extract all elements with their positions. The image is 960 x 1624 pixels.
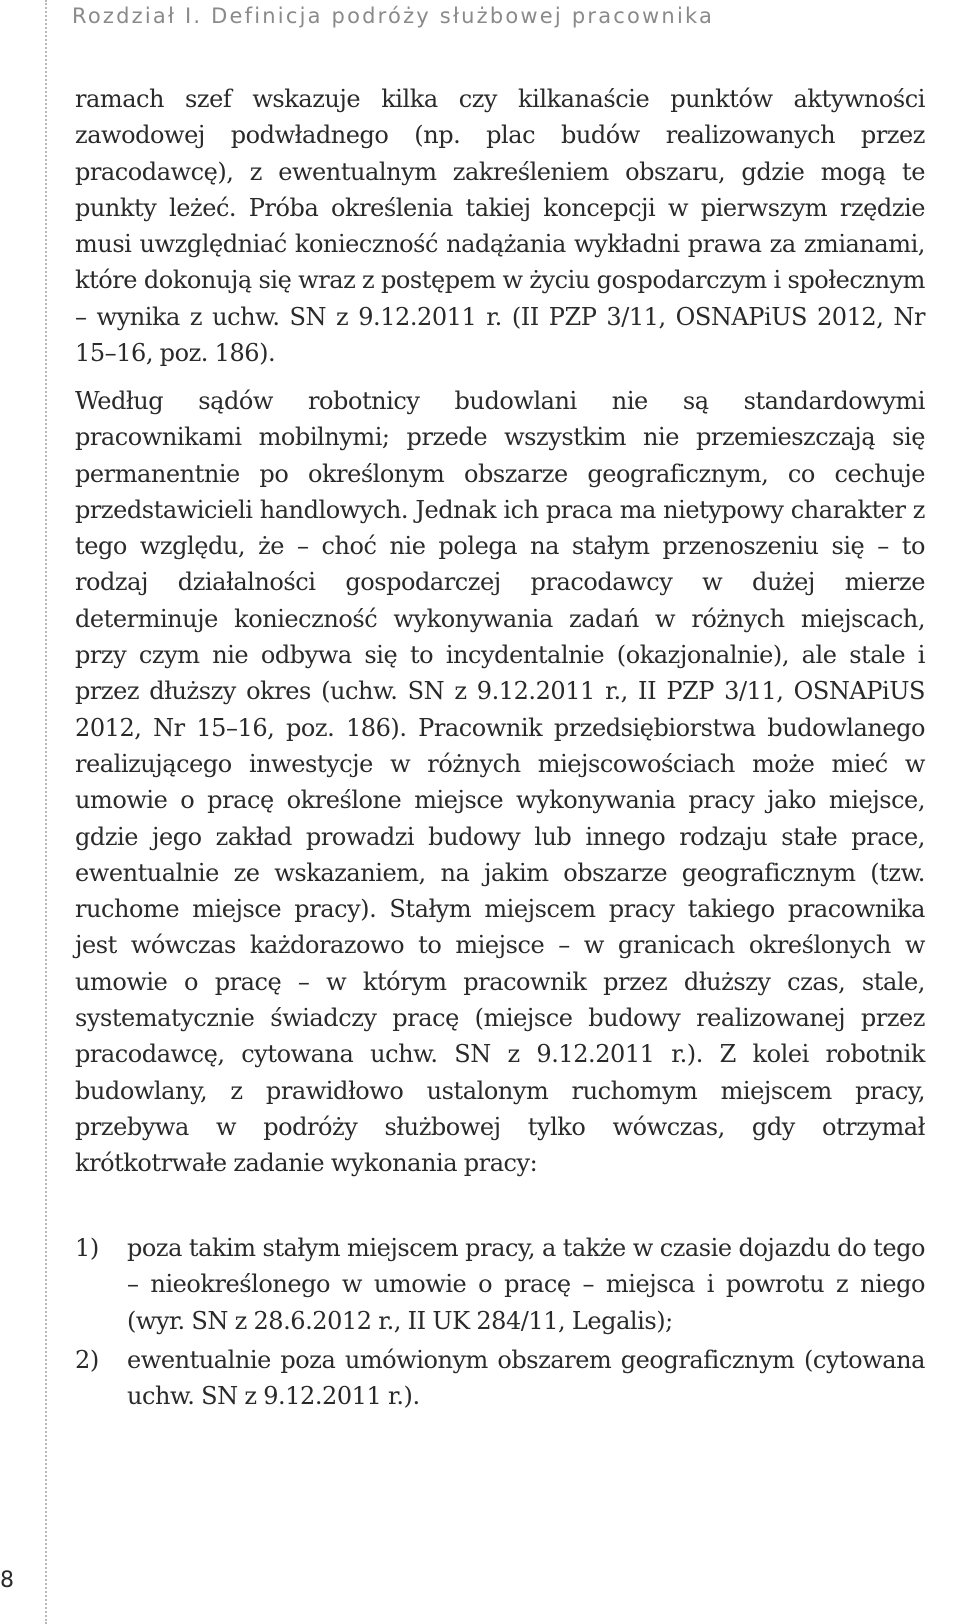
list-item-number: 2) [75, 1345, 99, 1374]
page-number: 8 [0, 1568, 14, 1593]
list-item-number: 1) [75, 1234, 99, 1262]
list-item [75, 1342, 925, 1415]
paragraph-2: Według sądów robotnicy budowlani nie są standardowymi pracownikami mobilnymi; przede wszystkim nie przemieszczają się permanentnie po określonym obszarze geograficznym, co cechuje przedstawicieli handlowych. Jednak ich praca ma nietypowy charakter z tego względu, że – choć nie polega na stałym przenoszeniu się – to rodzaj działalności gospodarczej pracodawcy w dużej mierze determinuje konieczność wykonywania zadań w różnych miejscach, przy czym nie odbywa się to incydentalnie (okazjonalnie), ale stale i przez dłuższy okres (uchw. SN z 9.12.2011 r., II PZP 3/11, OSNAPiUS 2012, Nr 15–16, poz. 186). Pracownik przedsiębiorstwa budowlanego realizującego inwestycje w różnych miejscowościach może mieć w umowie o pracę określone miejsce wykonywania pracy jako miejsce, gdzie jego zakład prowadzi budowy lub innego rodzaju stałe prace, ewentualnie ze wskazaniem, na jakim obszarze geograficznym (tzw. ruchome miejsce pracy). Stałym miejscem pracy takiego pracownika jest wówczas każdorazowo to miejsce – w granicach określonych w umowie o pracę – w którym pracownik przez dłuższy czas, stale, systematycznie świadczy pracę (miejsce budowy realizowanej przez pracodawcę, cytowana uchw. SN z 9.12.2011 r.). Z kolei robotnik budowlany, z prawidłowo ustalonym ruchomym miejscem pracy, przebywa w podróży służbowej tylko wówczas, gdy otrzymał krótkotrwałe zadanie wykonania pracy: [75, 387, 925, 1178]
list-item [75, 1230, 925, 1339]
list-item-text: ewentualnie poza umówionym obszarem geograficznym (cytowana uchw. SN z 9.12.2011 r.). [127, 1345, 925, 1411]
list-item-text: poza takim stałym miejscem pracy, a także w czasie dojazdu do tego – nieokreślonego w umowie o pracę – miejsca i powrotu z niego (wyr. SN z 28.6.2012 r., II UK 284/11, Legalis); [127, 1234, 925, 1335]
paragraph-1: ramach szef wskazuje kilka czy kilkanaście punktów aktywności zawodowej podwładnego (np. plac budów realizowanych przez pracodawcę), z ewentualnym zakreśleniem obszaru, gdzie mogą te punkty leżeć. Próba określenia takiej koncepcji w pierwszym rzędzie musi uwzględniać konieczność nadążania wykładni prawa za zmianami, które dokonują się wraz z postępem w życiu gospodarczym i społecznym – wynika z uchw. SN z 9.12.2011 r. (II PZP 3/11, OSNAPiUS 2012, Nr 15–16, poz. 186). [75, 85, 925, 368]
numbered-list [75, 1230, 925, 1417]
margin-dotted-rule [45, 0, 47, 1624]
running-head: Rozdział I. Definicja podróży służbowej pracownika [72, 4, 715, 28]
